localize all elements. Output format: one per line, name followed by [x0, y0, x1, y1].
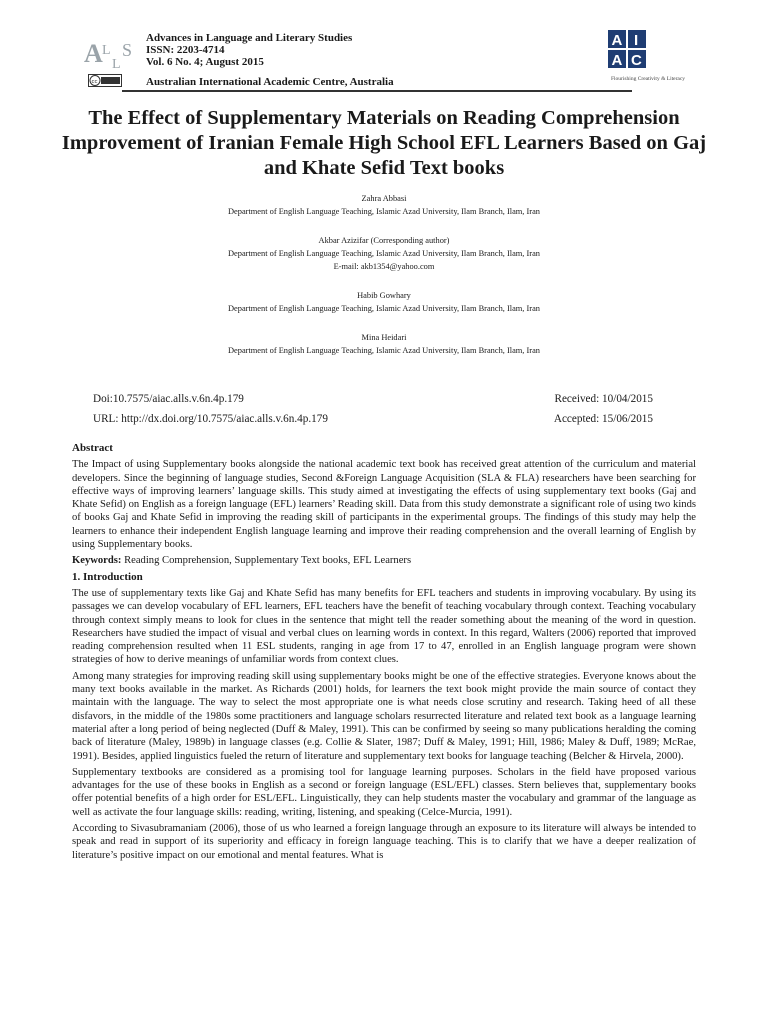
body-paragraph: Supplementary textbooks are considered as a promising tool for language learning purposes. Scholars in the field have proposed various advantages for the use of these books in English as a second or foreign language (ESL/EFL) classes. Stern believes that, supplementary books offer potential benefits of a high order for ESL/EFL. Linguistically, they can help students master the vocabulary and grammar of the language as well as activate the four language skills: reading, writing, listening, and speaking (Celce-Murcia, 1991).: [72, 766, 696, 818]
author-list: [60, 192, 708, 357]
author-name: Akbar Azizifar (Corresponding author): [318, 236, 450, 245]
svg-text:I: I: [634, 32, 639, 49]
body-paragraph: The use of supplementary texts like Gaj and Khate Sefid has many benefits for EFL teachers and students in improving vocabulary. By using its passages we can develop vocabulary of EFL learners, EFL teachers have the benefit of teaching vocabulary through context. Teaching vocabulary through context simply means to look for clues in the sentence that might tell the reader something about the meaning of the word in question. Researchers have studied the impact of visual and verbal clues on learning words in context. In this regard, Walters (2006) reported that improved reading comprehension resulted when 11 ESL students, ranging in age from 17 to 47, enrolled in an English language program were shown strategies of how to derive meanings of unfamiliar words from context clues.: [72, 587, 696, 666]
journal-name: Advances in Language and Literary Studies: [146, 32, 353, 44]
author-name: Zahra Abbasi: [361, 194, 407, 203]
svg-text:A: A: [611, 52, 623, 69]
keywords: [72, 554, 696, 567]
author-affiliation: Department of English Language Teaching, Islamic Azad University, Ilam Branch, Ilam, Iran: [228, 346, 540, 355]
author-affiliation: Department of English Language Teaching, Islamic Azad University, Ilam Branch, Ilam, Iran: [228, 207, 540, 216]
author-entry: [60, 331, 708, 357]
journal-info: [146, 32, 352, 68]
svg-text:A: A: [611, 32, 623, 49]
svg-text:L: L: [112, 57, 121, 72]
doi-link[interactable]: Doi:10.7575/aiac.alls.v.6n.4p.179: [93, 393, 244, 405]
publication-info-row: [93, 389, 653, 409]
accepted-date: Accepted: 15/06/2015: [553, 413, 653, 425]
journal-header: [82, 30, 694, 92]
publication-info-row: [93, 409, 653, 429]
header-rule: [122, 90, 632, 92]
body-paragraph: Among many strategies for improving reading skill using supplementary books might be one of the effective strategies. Everyone knows about the many text books available in the market. As Richards (2001) holds, for learners the text book might provide the main source of contact they maintain with the language. The way to select the most appropriate one is what needs close scrutiny and research. Taking heed of all these disfavors, in the middle of the 1980s some practitioners and language scholars resurrected literature and related text book as a language learning material after a long period of being neglected (Duff & Maley, 1991). This can be confirmed by seeing so many publications heralding the coming back of literature (Maley, 1989b) in language classes (e.g. Collie & Slater, 1987; Duff & Maley, 1991; Hill, 1986; Maley & Duff, 1989; McRae, 1991). Besides, applied linguistics fueled the return of literature and supplementary text books for language teaching (Belcher & Hirvela, 2000).: [72, 670, 696, 762]
paper-body: [72, 442, 696, 865]
keywords-label: Keywords:: [72, 555, 122, 567]
journal-issn: ISSN: 2203-4714: [146, 44, 225, 56]
author-email: E-mail: akb1354@yahoo.com: [333, 262, 435, 271]
author-name: Habib Gowhary: [357, 291, 411, 300]
abstract-heading: Abstract: [72, 442, 113, 454]
svg-text:cc: cc: [91, 79, 98, 85]
publication-info: [93, 389, 653, 429]
paper-title: The Effect of Supplementary Materials on Reading Comprehension Improvement of Iranian Female High School EFL Learners Based on Gaj and Khate Sefid Text books: [61, 107, 707, 179]
author-entry: [60, 289, 708, 315]
journal-volume: Vol. 6 No. 4; August 2015: [146, 56, 264, 68]
aiac-tagline: Flourishing Creativity & Literacy: [610, 76, 686, 82]
author-affiliation: Department of English Language Teaching, Islamic Azad University, Ilam Branch, Ilam, Iran: [228, 304, 540, 313]
author-name: Mina Heidari: [361, 333, 407, 342]
svg-text:A: A: [84, 39, 103, 68]
abstract-text: The Impact of using Supplementary books alongside the national academic text book has received great attention of the curriculum and material developers. Since the beginning of language studies, Second &Foreign Language Acquisition (SLA & FLA) researchers have been searching for effective ways of improving learners’ language skills. This study aimed at investigating the effects of using supplementary text books (Gaj and Khate Sefid) on English as a foreign language (EFL) learners’ Reading skill. Data from this study demonstrate a significant role of using two kinds of books Gaj and Khate Sefid in improving the reading skill of participants in the experimental groups. The findings of this study may help the learners to enhance their independent English language learning and improve their reading comprehension and the overall learning of English by using Supplementary books.: [72, 459, 696, 551]
introduction-heading: 1. Introduction: [72, 570, 143, 583]
body-paragraph: According to Sivasubramaniam (2006), those of us who learned a foreign language through an exposure to its literature will always be intended to speak and read in support of its superiority and efficacy in foreign language teaching. This is to clarify that we have a deeper realization of literature’s positive impact on our emotional and mental features. What is: [72, 823, 696, 861]
creative-commons-icon: [88, 74, 122, 87]
url-link[interactable]: URL: http://dx.doi.org/10.7575/aiac.alls.v.6n.4p.179: [93, 413, 328, 425]
received-date: Received: 10/04/2015: [554, 393, 653, 405]
publisher-name: Australian International Academic Centre, Australia: [146, 76, 394, 88]
svg-text:L: L: [102, 43, 111, 58]
author-affiliation: Department of English Language Teaching, Islamic Azad University, Ilam Branch, Ilam, Iran: [228, 249, 540, 258]
svg-text:S: S: [122, 40, 133, 60]
author-entry: [60, 192, 708, 218]
author-entry: [60, 234, 708, 273]
keywords-text: Reading Comprehension, Supplementary Text books, EFL Learners: [121, 555, 412, 567]
svg-text:C: C: [631, 52, 642, 69]
